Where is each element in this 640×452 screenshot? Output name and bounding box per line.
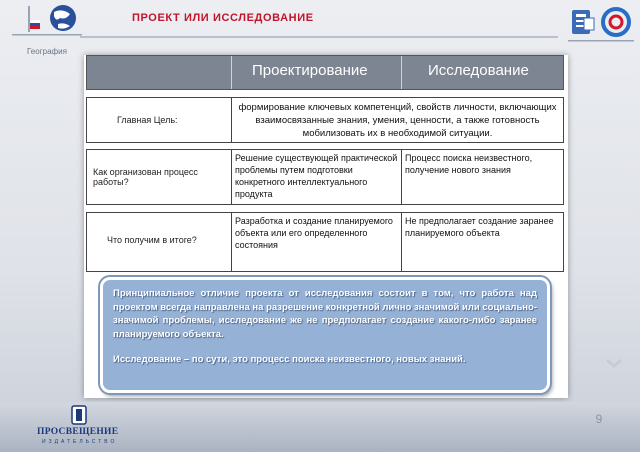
row-project-answer: Разработка и создание планируемого объекта или его определенного состояния	[232, 213, 402, 271]
row-question: Что получим в итоге?	[87, 213, 232, 271]
slide	[84, 55, 568, 398]
callout-box	[100, 277, 550, 393]
table-row	[86, 97, 564, 143]
table-row	[86, 212, 564, 272]
scroll-arrow-icon[interactable]	[603, 352, 625, 374]
table-row	[86, 149, 564, 205]
header-divider	[80, 36, 558, 38]
table-header-blank	[87, 56, 232, 89]
row-answer: формирование ключевых компетенций, свойств личности, включающих взаимосвязанные знания, умения, ценности, а также готовность мобилизовать их в необходимой ситуации.	[238, 102, 557, 139]
column-header-research: Исследование	[428, 62, 529, 79]
row-question: Как организован процесс работы?	[87, 150, 232, 204]
subject-label: География	[27, 47, 67, 56]
publisher-name: ПРОСВЕЩЕНИЕ	[37, 427, 119, 437]
globe-logo-icon	[6, 2, 86, 46]
row-research-answer: Не предполагает создание заранее планируемого объекта	[405, 216, 554, 238]
publisher-subtitle: ИЗДАТЕЛЬСТВО	[42, 439, 118, 445]
callout-paragraph: Принципиальное отличие проекта от исследования состоит в том, что работа над проектом всегда направлена на разрешение конкретной лично значимой или социально-значимой проблемы, исследование же не предполагает создание какого-либо заранее планируемого объекта.	[113, 288, 537, 340]
right-logos	[566, 4, 636, 44]
column-header-project: Проектирование	[232, 56, 402, 89]
row-question: Главная Цель:	[87, 98, 232, 142]
row-project-answer: Решение существующей практической проблемы путем подготовки конкретного интеллектуального продукта	[232, 150, 402, 204]
table-header-row	[86, 55, 564, 90]
page-number: 9	[595, 412, 603, 426]
page-title: ПРОЕКТ ИЛИ ИССЛЕДОВАНИЕ	[132, 12, 314, 24]
document-logo-icon	[572, 10, 594, 34]
circle-logo-icon	[603, 9, 629, 35]
row-research-answer: Процесс поиска неизвестного, получение нового знания	[405, 153, 533, 175]
callout-paragraph: Исследование – по сути, это процесс поиска неизвестного, новых знаний.	[113, 354, 466, 365]
top-bar	[0, 0, 640, 44]
flag-icon	[30, 20, 40, 29]
